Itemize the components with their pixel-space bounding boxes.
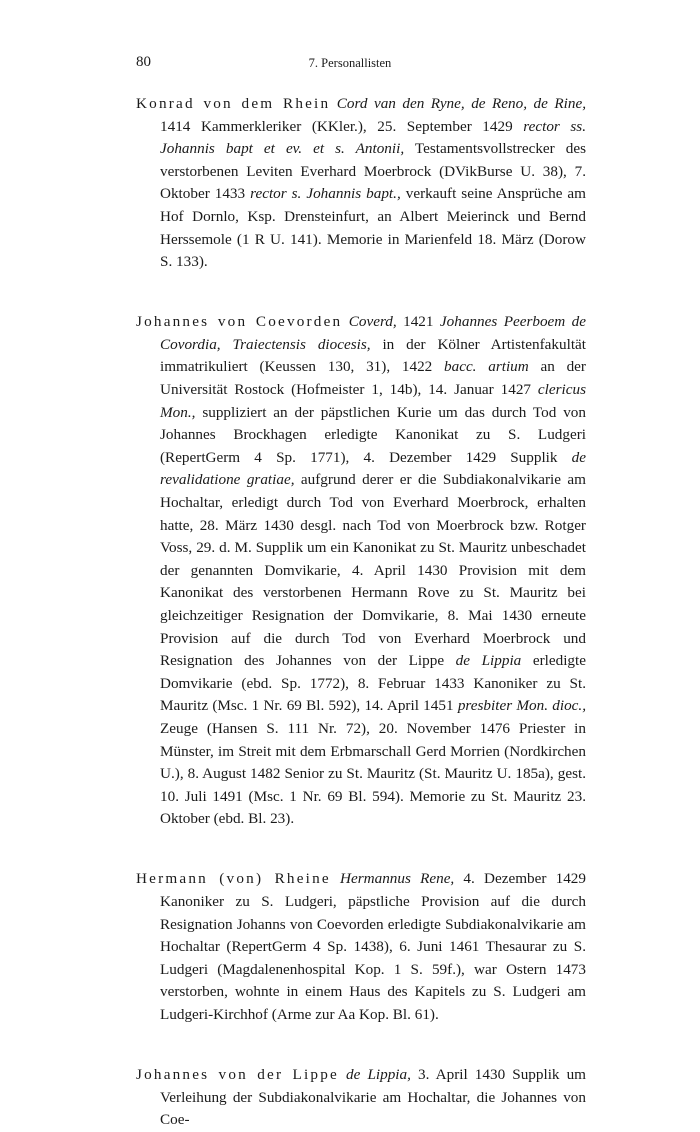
body-text: 1414 Kammerkleriker (KKler.), 25. September 1429 [160, 117, 524, 135]
italic-text: rector ss. Johannis bapt et ev. et s. Antonii, [160, 117, 586, 158]
entry-list [136, 93, 586, 1132]
entry [136, 868, 586, 1026]
entry [136, 311, 586, 831]
italic-text: Johannes Peerboem de Covordia, Traiectensis diocesis, [160, 313, 587, 353]
italic-text: de Lippia, [346, 1066, 411, 1084]
body-text: Zeuge (Hansen S. 111 Nr. 72), 20. November 1476 Priester in Münster, im Streit mit dem Erbmarschall Gerd Morrien (Nordkirchen U.), 8. August 1482 Senior zu St. Mauritz (St. Mauritz U. 185a), gest. 10. Juli 1491 (Msc. 1 Nr. 69 Bl. 594). Memorie zu St. Mauritz 23. Oktober (ebd. Bl. 23). [160, 719, 586, 828]
running-head: 7. Personallisten [308, 56, 392, 70]
body-text: erledigte Domvikarie (ebd. Sp. 1772), 8. Februar 1433 Kanoniker zu St. Mauritz (Msc. 1 Nr. 69 Bl. 592), 14. April 1451 [160, 652, 586, 715]
entry-name: Johannes von der Lippe [136, 1066, 339, 1084]
italic-text: Hermannus Rene, [340, 870, 455, 888]
body-text: suppliziert an der päpstlichen Kurie um das durch Tod von Johannes Brockhagen erledigte Kanonikat zu S. Ludgeri (RepertGerm 4 Sp. 1771), 4. Dezember 1429 Supplik [160, 403, 586, 466]
entry-text [160, 870, 586, 1023]
body-text: 1421 [396, 313, 440, 331]
body-text: Testamentsvollstrecker des verstorbenen Leviten Everhard Moerbrock (DVikBurse U. 38), 7. Oktober 1433 [160, 140, 586, 203]
entry [136, 93, 586, 274]
body-text: 3. April 1430 Supplik um Verleihung der Subdiakonalvikarie am Hochaltar, die Johannes von Coe- [160, 1066, 586, 1129]
italic-text: de revalidatione gratiae, [160, 448, 586, 489]
entry-text [160, 313, 586, 827]
entry-text [160, 95, 586, 270]
body-text: aufgrund derer er die Subdiakonalvikarie am Hochaltar, erledigt durch Tod von Everhard Moerbrock, erhalten hatte, 28. März 1430 desgl. nach Tod von Moerbrock bzw. Rotger Voss, 29. d. M. Supplik um ein Kanonikat zu St. Mauritz unbeschadet der genannten Domvikarie, 4. April 1430 Provision mit dem Kanonikat des verstorbenen Hermann Rove zu St. Mauritz bei gleichzeitiger Resignation der Domvikarie, 8. Mai 1430 erneute Provision auf die durch Tod von Everhard Moerbrock und Resignation des Johannes von der Lippe [160, 471, 586, 670]
page-number: 80 [136, 54, 151, 70]
italic-text: bacc. artium [444, 358, 529, 376]
italic-text: clericus Mon., [160, 381, 586, 421]
italic-text: de Lippia [455, 652, 522, 670]
body-text: an der Universität Rostock (Hofmeister 1, 14b), 14. Januar 1427 [160, 358, 586, 399]
body-text: in der Kölner Artistenfakultät immatrikuliert (Keussen 130, 31), 1422 [160, 335, 586, 376]
entry-name: Konrad von dem Rhein [136, 95, 331, 112]
italic-text: Coverd, [348, 313, 397, 331]
body-text: 4. Dezember 1429 Kanoniker zu S. Ludgeri, päpstliche Provision auf die durch Resignation Johanns von Coevorden erledigte Subdiakonalvikarie am Hochaltar (RepertGerm 4 Sp. 1438), 6. Juni 1461 Thesaurar zu S. Ludgeri (Magdalenenhospital Kop. 1 S. 59f.), war Ostern 1473 verstorben, wohnte in einem Haus des Kapitels zu S. Ludgeri am Ludgeri-Kirchhof (Arme zur Aa Kop. Bl. 61). [160, 870, 586, 1023]
entry [136, 1064, 586, 1132]
italic-text: presbiter Mon. dioc., [457, 697, 587, 715]
body-text: verkauft seine Ansprüche am Hof Dornlo, Ksp. Drensteinfurt, an Albert Meierinck und Bernd Herssemole (1 R U. 141). Memorie in Marienfeld 18. März (Dorow S. 133). [160, 185, 586, 271]
entry-name: Johannes von Coevorden [136, 313, 343, 331]
italic-text: Cord van den Ryne, de Reno, de Rine, [336, 95, 586, 112]
entry-name: Hermann (von) Rheine [136, 870, 331, 888]
italic-text: rector s. Johannis bapt., [250, 185, 401, 203]
